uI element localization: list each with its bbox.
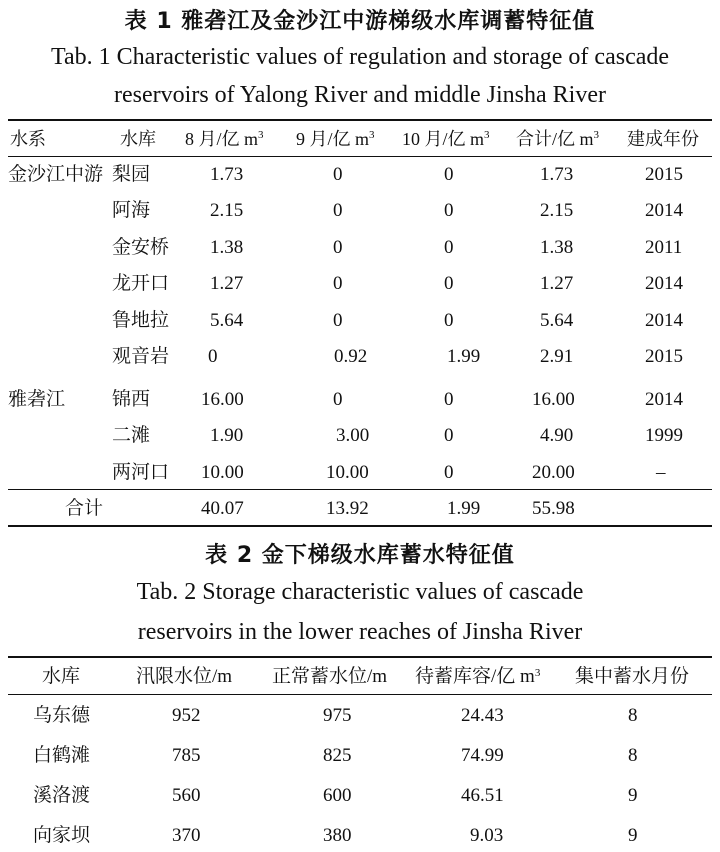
table2-top-rule xyxy=(8,656,712,658)
total-value: 1.73 xyxy=(540,164,574,185)
table1-header-total: 合计/亿 $m^3$ xyxy=(516,129,600,149)
sep-value: 13.92 xyxy=(326,498,369,519)
flood-limit-value: 952 xyxy=(172,705,201,726)
reservoir-name: 龙开口 xyxy=(112,273,170,294)
oct-value: 0 xyxy=(444,310,454,331)
total-value: 2.91 xyxy=(540,346,574,367)
table1-header-sep: 9 月/亿 $m^3$ xyxy=(296,129,375,149)
aug-value: 1.73 xyxy=(210,164,244,185)
year-value: 2015 xyxy=(645,164,683,185)
table2-header-normal-level: 正常蓄水位/m xyxy=(272,666,388,687)
sep-value: 10.00 xyxy=(326,462,369,483)
sep-value: 0.92 xyxy=(334,346,368,367)
aug-value: 1.90 xyxy=(210,425,244,446)
oct-value: 0 xyxy=(444,273,454,294)
table1-header-aug: 8 月/亿 $m^3$ xyxy=(185,129,264,149)
oct-value: 0 xyxy=(444,389,454,410)
year-value: 2014 xyxy=(645,273,683,294)
reservoir-name: 溪洛渡 xyxy=(33,785,91,806)
aug-value: 5.64 xyxy=(210,310,244,331)
sep-value: 3.00 xyxy=(336,425,370,446)
table1-header-year: 建成年份 xyxy=(627,129,699,149)
aug-value: 10.00 xyxy=(201,462,244,483)
sep-value: 0 xyxy=(333,164,343,185)
table2-title-cn: 表 2 金下梯级水库蓄水特征值 xyxy=(205,543,515,568)
total-label: 合计 xyxy=(65,498,104,519)
table1-bottom-rule xyxy=(8,525,712,527)
reservoir-name: 锦西 xyxy=(112,389,151,410)
total-value: 20.00 xyxy=(532,462,575,483)
oct-value: 1.99 xyxy=(447,498,481,519)
table1-title-cn: 表 1 雅砻江及金沙江中游梯级水库调蓄特征值 xyxy=(124,9,596,34)
total-value: 5.64 xyxy=(540,310,574,331)
year-value: 2011 xyxy=(645,237,683,258)
aug-value: 1.38 xyxy=(210,237,244,258)
total-value: 55.98 xyxy=(532,498,575,519)
month-value: 9 xyxy=(628,825,638,846)
total-value: 1.27 xyxy=(540,273,574,294)
normal-level-value: 825 xyxy=(323,745,352,766)
table1-header-reservoir: 水库 xyxy=(120,129,156,149)
total-value: 4.90 xyxy=(540,425,574,446)
year-value: – xyxy=(656,462,666,483)
year-value: 2014 xyxy=(645,310,683,331)
table1-header-rule xyxy=(8,156,712,157)
aug-value: 16.00 xyxy=(201,389,244,410)
table2-title-en-line1: Tab. 2 Storage characteristic values of cascade xyxy=(136,579,584,605)
oct-value: 0 xyxy=(444,200,454,221)
reservoir-name: 金安桥 xyxy=(112,237,170,258)
oct-value: 1.99 xyxy=(447,346,481,367)
reservoir-name: 两河口 xyxy=(112,462,170,483)
table1-header-oct: 10 月/亿 $m^3$ xyxy=(402,129,490,149)
month-value: 8 xyxy=(628,745,638,766)
flood-limit-value: 785 xyxy=(172,745,201,766)
normal-level-value: 380 xyxy=(323,825,352,846)
sep-value: 0 xyxy=(333,389,343,410)
month-value: 9 xyxy=(628,785,638,806)
reservoir-name: 观音岩 xyxy=(112,346,170,367)
table2-header-rule xyxy=(8,694,712,695)
table1-group-yalong: 雅砻江 xyxy=(8,389,66,410)
table2-header-flood-limit: 汛限水位/m xyxy=(136,666,233,687)
aug-value: 0 xyxy=(208,346,218,367)
reservoir-name: 鲁地拉 xyxy=(112,310,170,331)
reservoir-name: 乌东德 xyxy=(33,705,91,726)
flood-limit-value: 370 xyxy=(172,825,201,846)
normal-level-value: 600 xyxy=(323,785,352,806)
total-value: 2.15 xyxy=(540,200,574,221)
year-value: 1999 xyxy=(645,425,683,446)
total-value: 16.00 xyxy=(532,389,575,410)
reservoir-name: 阿海 xyxy=(112,200,151,221)
aug-value: 2.15 xyxy=(210,200,244,221)
reservoir-name: 二滩 xyxy=(112,425,151,446)
reservoir-name: 梨园 xyxy=(112,164,151,185)
table1-title-en-line2: reservoirs of Yalong River and middle Jinsha River xyxy=(114,82,606,108)
storage-value: 24.43 xyxy=(461,705,504,726)
table2-header-month: 集中蓄水月份 xyxy=(575,666,690,687)
total-value: 1.38 xyxy=(540,237,574,258)
reservoir-name: 白鹤滩 xyxy=(33,745,91,766)
year-value: 2015 xyxy=(645,346,683,367)
table1-title-en-line1: Tab. 1 Characteristic values of regulation and storage of cascade xyxy=(50,44,670,70)
table1-total-rule xyxy=(8,489,712,490)
month-value: 8 xyxy=(628,705,638,726)
oct-value: 0 xyxy=(444,425,454,446)
sep-value: 0 xyxy=(333,237,343,258)
table1-group-jinsha: 金沙江中游 xyxy=(8,164,104,185)
reservoir-name: 向家坝 xyxy=(33,825,91,846)
oct-value: 0 xyxy=(444,237,454,258)
year-value: 2014 xyxy=(645,389,683,410)
sep-value: 0 xyxy=(333,200,343,221)
year-value: 2014 xyxy=(645,200,683,221)
storage-value: 46.51 xyxy=(461,785,504,806)
table2-header-reservoir: 水库 xyxy=(42,666,81,687)
storage-value: 9.03 xyxy=(470,825,504,846)
flood-limit-value: 560 xyxy=(172,785,201,806)
table1-header-system: 水系 xyxy=(10,129,46,149)
sep-value: 0 xyxy=(333,310,343,331)
oct-value: 0 xyxy=(444,462,454,483)
table2-header-storage: 待蓄库容/亿 $m^3$ xyxy=(415,666,541,687)
storage-value: 74.99 xyxy=(461,745,504,766)
aug-value: 40.07 xyxy=(201,498,244,519)
normal-level-value: 975 xyxy=(323,705,352,726)
sep-value: 0 xyxy=(333,273,343,294)
table1-top-rule xyxy=(8,119,712,121)
aug-value: 1.27 xyxy=(210,273,244,294)
oct-value: 0 xyxy=(444,164,454,185)
table2-title-en-line2: reservoirs in the lower reaches of Jinsha River xyxy=(137,619,583,645)
